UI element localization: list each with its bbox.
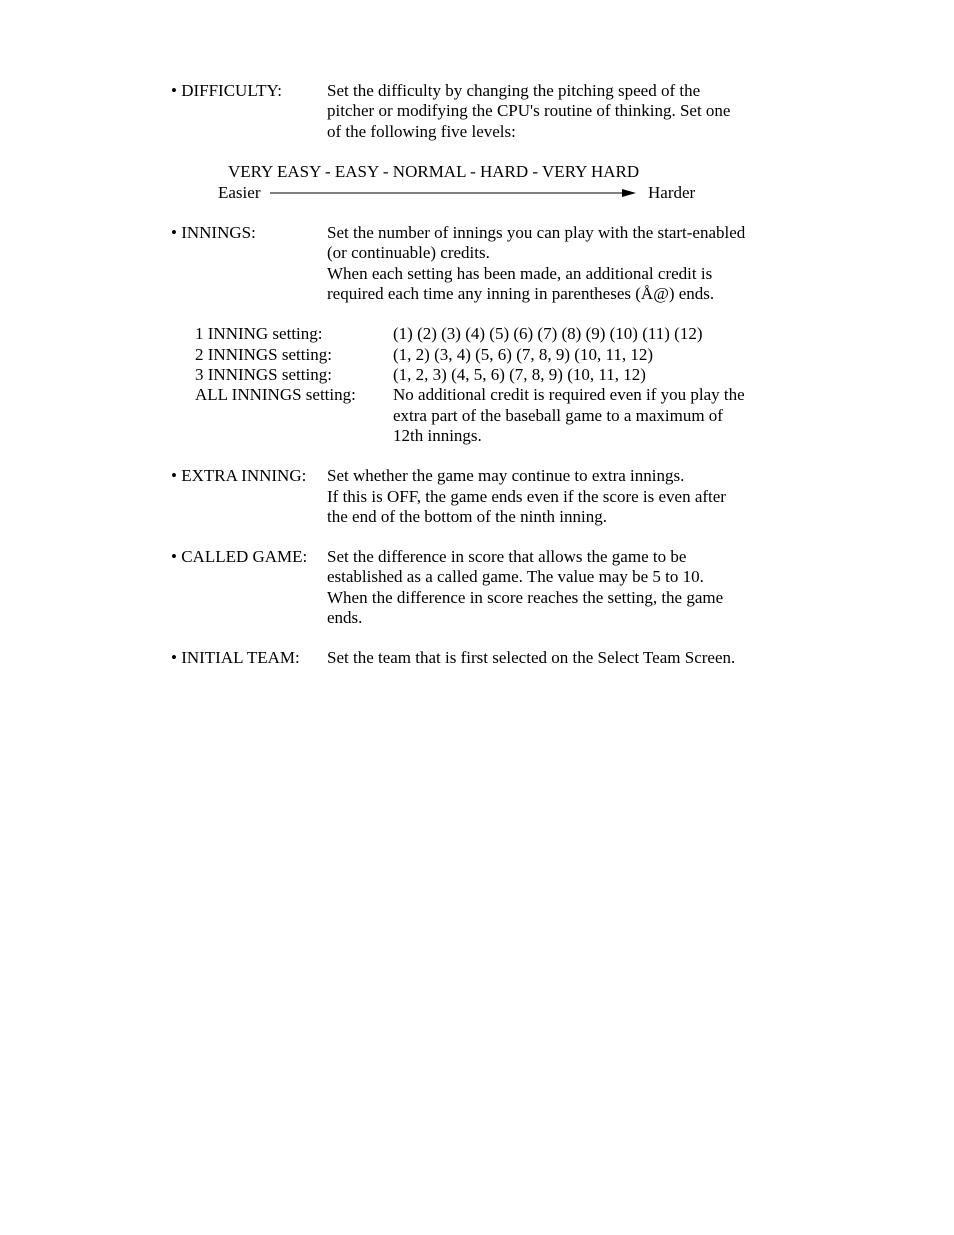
called-game-desc-line: When the difference in score reaches the setting, the game [327, 588, 724, 607]
innings-setting-name: 1 INNING setting: [195, 324, 323, 343]
initial-team-label: • INITIAL TEAM: [171, 648, 300, 667]
innings-all-extra-line: 12th innings. [393, 426, 482, 445]
called-game-desc-line: established as a called game. The value may be 5 to 10. [327, 567, 704, 586]
difficulty-easier-label: Easier [218, 183, 261, 202]
called-game-desc-line: ends. [327, 608, 363, 627]
called-game-desc-line: Set the difference in score that allows the game to be [327, 547, 687, 566]
innings-setting-value: (1, 2) (3, 4) (5, 6) (7, 8, 9) (10, 11, 12) [393, 345, 653, 364]
innings-desc-line: When each setting has been made, an additional credit is [327, 264, 713, 283]
innings-setting-value: No additional credit is required even if you play the [393, 385, 745, 404]
innings-setting-name: 2 INNINGS setting: [195, 345, 332, 364]
extra-inning-desc-line: the end of the bottom of the ninth inning. [327, 507, 607, 526]
called-game-label: • CALLED GAME: [171, 547, 308, 566]
innings-all-extra-line: extra part of the baseball game to a maximum of [393, 406, 723, 425]
difficulty-desc-line: Set the difficulty by changing the pitching speed of the [327, 81, 701, 100]
extra-inning-desc-line: If this is OFF, the game ends even if the score is even after [327, 487, 726, 506]
innings-desc-line: required each time any inning in parentheses (Å@) ends. [327, 284, 715, 303]
difficulty-harder-label: Harder [648, 183, 696, 202]
innings-desc-line: Set the number of innings you can play with the start-enabled [327, 223, 746, 242]
difficulty-desc-line: pitcher or modifying the CPU's routine of thinking. Set one [327, 101, 731, 120]
innings-label: • INNINGS: [171, 223, 256, 242]
innings-setting-value: (1, 2, 3) (4, 5, 6) (7, 8, 9) (10, 11, 12) [393, 365, 646, 384]
innings-setting-name: ALL INNINGS setting: [195, 385, 356, 404]
extra-inning-label: • EXTRA INNING: [171, 466, 307, 485]
innings-setting-value: (1) (2) (3) (4) (5) (6) (7) (8) (9) (10) (11) (12) [393, 324, 703, 343]
difficulty-label: • DIFFICULTY: [171, 81, 282, 100]
extra-inning-desc-line: Set whether the game may continue to extra innings. [327, 466, 685, 485]
difficulty-desc-line: of the following five levels: [327, 122, 516, 141]
arrow-right-icon [270, 188, 636, 198]
innings-desc-line: (or continuable) credits. [327, 243, 490, 262]
innings-setting-name: 3 INNINGS setting: [195, 365, 332, 384]
initial-team-desc-line: Set the team that is first selected on the Select Team Screen. [327, 648, 736, 667]
difficulty-levels: VERY EASY - EASY - NORMAL - HARD - VERY HARD [228, 162, 640, 181]
